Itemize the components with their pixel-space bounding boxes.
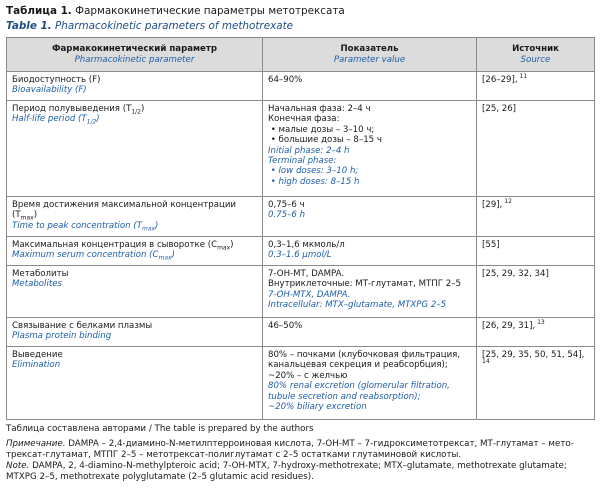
value-cell: [263, 266, 477, 318]
param-en-text: Time to peak concentration (T: [12, 220, 142, 231]
caption-title-en: Pharmacokinetic parameters of methotrexate: [51, 20, 294, 32]
note-ru: [6, 439, 594, 450]
note-ru-text-2: трексат-глутамат, МТПГ 2–5 – метотрексат-полиглутамат с 2–5 остатками глутаминовой кислоты.: [6, 450, 462, 460]
value-cell: [263, 101, 477, 197]
header-value-en: Parameter value: [333, 54, 406, 65]
param-ru-text-post: ): [33, 210, 38, 221]
param-en: Bioavailability (F): [12, 85, 87, 96]
param-en-text-post: ): [96, 114, 100, 125]
value-ru-line: 7-OH-MT, DAMPA.: [268, 269, 345, 279]
header-parameter-ru: Фармакокинетический параметр: [51, 44, 218, 55]
value-en-line: ~20% biliary excretion: [268, 402, 367, 413]
value-ru-line: ~20% – с желчью: [268, 370, 348, 381]
param-ru-sub: max: [217, 244, 231, 252]
header-parameter-en: Pharmacokinetic parameter: [74, 54, 195, 65]
value-cell: [263, 72, 477, 101]
header-value-ru: Показатель: [340, 44, 399, 55]
param-en-text-post: ): [171, 250, 175, 261]
value-ru: 64–90%: [268, 75, 303, 85]
param-ru-text: Период полувыведения (T: [12, 104, 132, 114]
header-source: [477, 38, 595, 72]
source-cell: [477, 197, 595, 237]
param-cell: [7, 237, 263, 266]
source-cell: [477, 347, 595, 420]
footer-authors: Таблица составлена авторами / The table is prepared by the authors: [6, 424, 314, 434]
param-ru: [12, 104, 257, 114]
table-row: [7, 318, 595, 347]
caption-label-en: Table 1.: [6, 20, 52, 32]
param-ru: Связывание с белками плазмы: [12, 321, 153, 331]
value-ru-line: Внутриклеточные: МТ-глутамат, МТПГ 2–5: [268, 279, 461, 290]
table-header-row: [7, 38, 595, 72]
param-en-sub: max: [141, 225, 156, 233]
table-row: [7, 197, 595, 237]
note-en: [6, 461, 594, 472]
table-row: [7, 237, 595, 266]
value-cell: [263, 237, 477, 266]
caption-title-ru: Фармакокинетические параметры метотрексата: [71, 5, 345, 17]
header-source-ru: Источник: [512, 44, 559, 55]
source-refs: [29],: [482, 200, 503, 210]
source-refs: [26–29],: [482, 75, 518, 85]
value-en: 0.75–6 h: [268, 210, 306, 221]
param-cell: [7, 318, 263, 347]
value-en-line: Intracellular: MTX–glutamate, MTXPG 2–5: [268, 300, 447, 311]
source-refs: [25, 26]: [482, 104, 517, 114]
param-en: [12, 221, 257, 231]
value-en-line: Initial phase: 2–4 h: [268, 145, 350, 156]
value-ru-line: • малые дозы – 3–10 ч;: [268, 124, 375, 135]
value-ru-line: 80% – почками (клубочковая фильтрация,: [268, 350, 461, 360]
param-ru: Время достижения максимальной концентрации: [12, 200, 236, 210]
table-row: [7, 101, 595, 197]
value-en-line: 80% renal excretion (glomerular filtration,: [268, 381, 450, 392]
table-caption-en: [6, 19, 594, 33]
param-cell: [7, 101, 263, 197]
source-refs: [25, 29, 32, 34]: [482, 269, 549, 279]
value-ru: 0,3–1,6 мкмоль/л: [268, 240, 345, 250]
param-cell: [7, 197, 263, 237]
value-en-line: tubule secretion and reabsorption);: [268, 391, 421, 402]
value-ru-line: Конечная фаза:: [268, 114, 340, 125]
param-en: Plasma protein binding: [12, 331, 112, 342]
value-ru-line: канальцевая секреция и реабсорбция);: [268, 360, 448, 371]
note-en-text-2: MTXPG 2–5, methotrexate polyglutamate (2–5 glutamic acid residues).: [6, 472, 314, 482]
value-ru: 0,75–6 ч: [268, 200, 305, 210]
table-footer: [6, 424, 594, 483]
header-value: [263, 38, 477, 72]
table-row: [7, 347, 595, 420]
param-ru: Выведение: [12, 350, 63, 360]
source-footnote: 14: [482, 358, 490, 366]
pharmacokinetics-table: [6, 37, 595, 420]
param-en-text: Maximum serum concentration (C: [12, 250, 159, 261]
source-cell: [477, 101, 595, 197]
param-ru: Метаболиты: [12, 269, 69, 279]
note-ru-text: DAMPA – 2,4-диамино-N-метилптерроиновая кислота, 7-OH-MT – 7-гидроксиметотрексат, МТ-глутамат – мето-: [65, 439, 574, 449]
param-en: Elimination: [12, 360, 61, 371]
param-en: Metabolites: [12, 279, 62, 290]
param-ru-text-post: ): [230, 240, 234, 250]
value-ru: 46–50%: [268, 321, 303, 331]
param-en: [12, 114, 257, 127]
source-cell: [477, 318, 595, 347]
value-en-line: • high doses: 8–15 h: [268, 176, 360, 187]
value-en-line: Terminal phase:: [268, 156, 337, 167]
table-row: [7, 72, 595, 101]
source-refs: [55]: [482, 240, 500, 250]
param-cell: [7, 347, 263, 420]
source-refs: [26, 29, 31],: [482, 321, 536, 331]
note-en-label: Note.: [6, 461, 30, 471]
param-ru: Биодоступность (F): [12, 75, 101, 85]
header-parameter: [7, 38, 263, 72]
param-en-sub: max: [158, 255, 172, 263]
value-en: 0.3–1.6 µmol/L: [268, 250, 332, 261]
header-source-en: Source: [520, 54, 551, 65]
source-refs: [25, 29, 35, 50, 51, 54],: [482, 350, 585, 360]
param-ru-line2: [12, 210, 257, 223]
param-ru: [12, 240, 257, 250]
value-en-line: • low doses: 3–10 h;: [268, 166, 359, 177]
table-row: [7, 266, 595, 318]
param-en-text: Half-life period (T: [12, 114, 87, 125]
source-cell: [477, 237, 595, 266]
caption-label-ru: Таблица 1.: [6, 5, 72, 17]
note-en-text: DAMPA, 2, 4-diamino-N-methylpteroic acid; 7-OH-MTX, 7-hydroxy-methotrexate; MTX–glutamate, methotrexate glutamate;: [29, 461, 567, 471]
source-footnote: 11: [517, 73, 528, 81]
param-en: [12, 250, 257, 263]
param-en-text-post: ): [155, 220, 159, 231]
param-ru-text-post: ): [140, 104, 145, 114]
param-ru-sub: max: [20, 215, 34, 223]
source-cell: [477, 266, 595, 318]
value-cell: [263, 197, 477, 237]
param-cell: [7, 266, 263, 318]
value-ru-line: Начальная фаза: 2–4 ч: [268, 104, 371, 114]
param-ru-text: (T: [12, 210, 21, 221]
source-footnote: 13: [535, 319, 545, 327]
table-caption-ru: [6, 4, 594, 18]
source-footnote: 12: [502, 198, 512, 206]
note-ru-label: Примечание.: [6, 439, 66, 449]
value-en-line: 7-OH-MTX, DAMPA.: [268, 289, 351, 300]
source-cell: [477, 72, 595, 101]
document: [6, 4, 594, 483]
param-ru-sub: 1/2: [131, 108, 141, 116]
value-ru-line: • большие дозы – 8–15 ч: [268, 135, 382, 146]
value-cell: [263, 347, 477, 420]
param-cell: [7, 72, 263, 101]
value-cell: [263, 318, 477, 347]
param-ru-text: Максимальная концентрация в сыворотке (C: [12, 240, 218, 250]
param-en-sub: 1/2: [86, 119, 97, 127]
